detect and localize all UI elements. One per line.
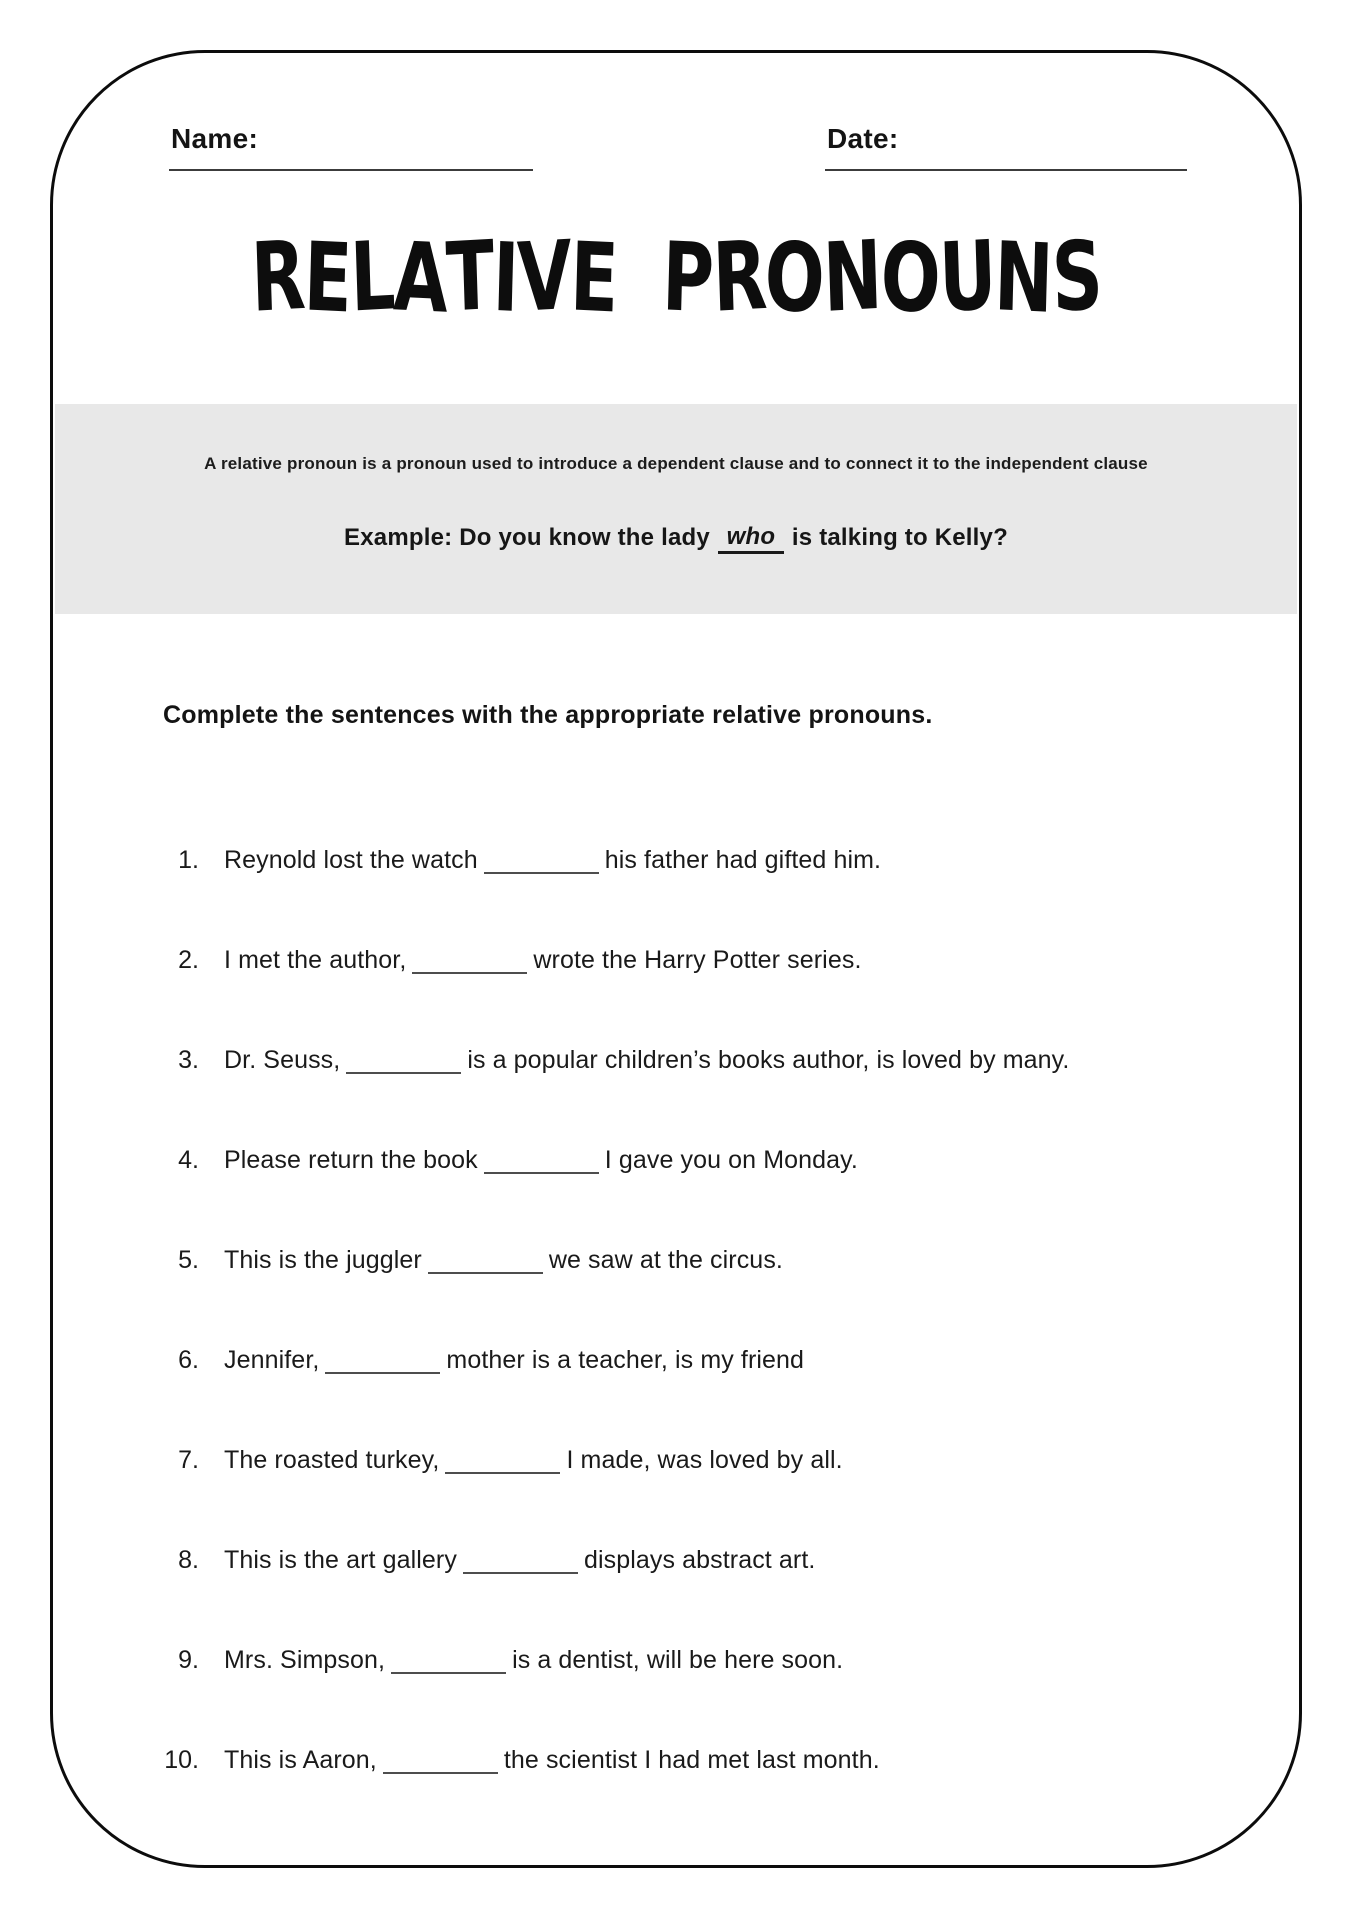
question-row-3	[53, 1046, 1299, 1082]
definition-text: A relative pronoun is a pronoun used to introduce a dependent clause and to connect it to the independent clause	[204, 454, 1148, 473]
question-before-text: Mrs. Simpson,	[224, 1646, 386, 1674]
question-text	[224, 946, 862, 975]
instruction-text: Complete the sentences with the appropriate relative pronouns.	[163, 701, 933, 729]
date-label: Date:	[827, 123, 899, 154]
question-text	[224, 1346, 804, 1375]
example-answer-blank	[718, 525, 784, 554]
answer-blank[interactable]	[412, 952, 527, 974]
question-number: 9.	[178, 1646, 199, 1674]
question-row-9	[53, 1646, 1299, 1682]
answer-blank[interactable]	[346, 1052, 461, 1074]
question-number: 3.	[178, 1046, 199, 1074]
question-text	[224, 1046, 1069, 1075]
question-before-text: Dr. Seuss,	[224, 1046, 341, 1074]
question-row-8	[53, 1546, 1299, 1582]
name-label: Name:	[171, 123, 259, 154]
question-row-2	[53, 946, 1299, 982]
answer-blank[interactable]	[463, 1552, 578, 1574]
question-text	[224, 1146, 858, 1175]
definition-box	[55, 404, 1297, 614]
question-before-text: This is the juggler	[224, 1246, 422, 1274]
question-row-7	[53, 1446, 1299, 1482]
question-before-text: Jennifer,	[224, 1346, 320, 1374]
question-after-text: is a popular children’s books author, is loved by many.	[467, 1046, 1070, 1074]
question-row-5	[53, 1246, 1299, 1282]
example-after-text: is talking to Kelly?	[791, 524, 1008, 551]
answer-blank[interactable]	[383, 1752, 498, 1774]
name-input-line[interactable]	[169, 169, 533, 171]
question-after-text: I gave you on Monday.	[604, 1146, 858, 1174]
question-row-6	[53, 1346, 1299, 1382]
question-number: 8.	[178, 1546, 199, 1574]
question-number: 10.	[164, 1746, 199, 1774]
question-after-text: mother is a teacher, is my friend	[446, 1346, 805, 1374]
question-row-4	[53, 1146, 1299, 1182]
question-after-text: I made, was loved by all.	[566, 1446, 843, 1474]
example-answer-text: who	[726, 523, 776, 550]
answer-blank[interactable]	[445, 1452, 560, 1474]
question-text	[224, 1446, 843, 1475]
question-after-text: displays abstract art.	[583, 1546, 816, 1574]
example-sentence	[55, 524, 1297, 554]
question-after-text: is a dentist, will be here soon.	[512, 1646, 844, 1674]
question-after-text: the scientist I had met last month.	[503, 1746, 880, 1774]
worksheet-title: RELATIVE PRONOUNS	[249, 219, 1103, 335]
question-number: 6.	[178, 1346, 199, 1374]
question-before-text: The roasted turkey,	[224, 1446, 440, 1474]
question-number: 1.	[178, 846, 199, 874]
question-after-text: wrote the Harry Potter series.	[533, 946, 862, 974]
question-before-text: Reynold lost the watch	[224, 846, 478, 874]
question-before-text: This is the art gallery	[224, 1546, 457, 1574]
question-before-text: This is Aaron,	[224, 1746, 377, 1774]
question-after-text: his father had gifted him.	[604, 846, 882, 874]
answer-blank[interactable]	[391, 1652, 506, 1674]
question-number: 2.	[178, 946, 199, 974]
example-before-text: Example: Do you know the lady	[344, 524, 710, 551]
question-row-1	[53, 846, 1299, 882]
answer-blank[interactable]	[325, 1352, 440, 1374]
question-number: 7.	[178, 1446, 199, 1474]
question-text	[224, 1546, 815, 1575]
question-after-text: we saw at the circus.	[548, 1246, 783, 1274]
question-text	[224, 1246, 783, 1275]
question-number: 5.	[178, 1246, 199, 1274]
answer-blank[interactable]	[484, 852, 599, 874]
answer-blank[interactable]	[484, 1152, 599, 1174]
question-number: 4.	[178, 1146, 199, 1174]
worksheet-card	[50, 50, 1302, 1868]
question-text	[224, 1646, 843, 1675]
question-text	[224, 1746, 880, 1775]
question-text	[224, 846, 881, 875]
question-before-text: I met the author,	[224, 946, 407, 974]
answer-blank[interactable]	[428, 1252, 543, 1274]
question-before-text: Please return the book	[224, 1146, 478, 1174]
question-row-10	[53, 1746, 1299, 1782]
date-input-line[interactable]	[825, 169, 1187, 171]
